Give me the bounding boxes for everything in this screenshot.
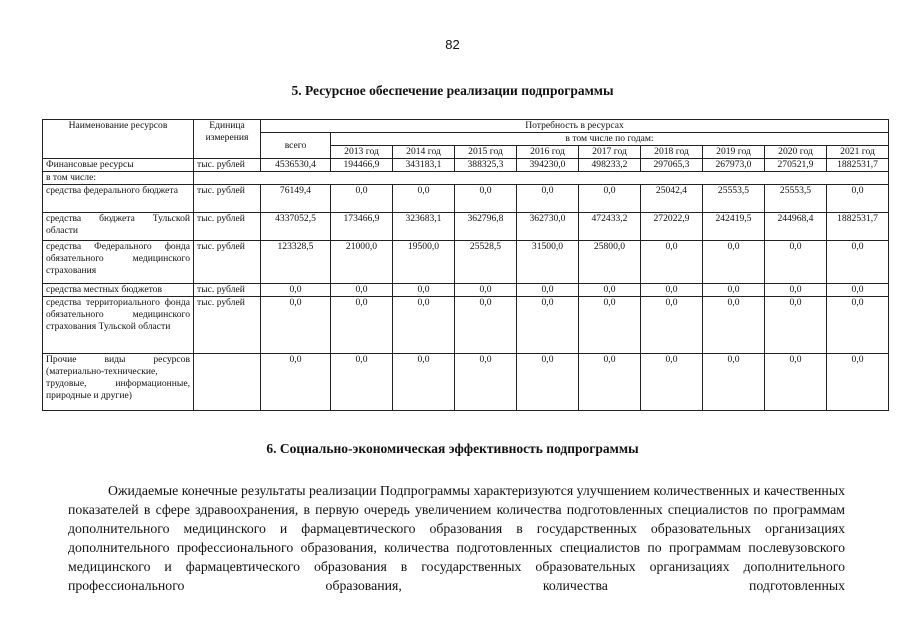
row-name: средства федерального бюджета — [43, 185, 194, 213]
body-paragraph: Ожидаемые конечные результаты реализации Подпрограммы характеризуются улучшением количественных и качественных показателей в сфере здравоохранения, в первую очередь увеличением количества подготовленных специалистов по программам дополнительного медицинского и фармацевтического образования в государственных образовательных организациях дополнительного профессионального образования, количества подготовленных специалистов по программам послевузовского медицинского и фармацевтического образования в государственных образовательных организациях дополнительного профессионального образования, количества подготовленных — [68, 483, 845, 593]
row-year-value: 0,0 — [827, 185, 889, 213]
row-year-value: 394230,0 — [517, 159, 579, 172]
empty-cell — [194, 172, 889, 185]
row-year-value: 267973,0 — [703, 159, 765, 172]
header-year: 2014 год — [393, 146, 455, 159]
header-year: 2021 год — [827, 146, 889, 159]
header-year: 2018 год — [641, 146, 703, 159]
row-year-value: 0,0 — [517, 297, 579, 354]
row-year-value: 25553,5 — [703, 185, 765, 213]
row-unit — [194, 354, 261, 411]
header-year: 2017 год — [579, 146, 641, 159]
row-year-value: 25042,4 — [641, 185, 703, 213]
row-year-value: 0,0 — [579, 297, 641, 354]
header-year: 2019 год — [703, 146, 765, 159]
section-5-title: 5. Ресурсное обеспечение реализации подпрограммы — [291, 83, 614, 98]
row-year-value: 244968,4 — [765, 213, 827, 241]
row-year-value: 0,0 — [765, 354, 827, 411]
row-total: 0,0 — [261, 297, 331, 354]
row-year-value: 0,0 — [765, 297, 827, 354]
row-year-value: 0,0 — [703, 297, 765, 354]
row-name: средства Федерального фонда обязательного медицинского страхования — [43, 241, 194, 284]
row-year-value: 19500,0 — [393, 241, 455, 284]
row-name: средства бюджета Тульской области — [43, 213, 194, 241]
row-year-value: 242419,5 — [703, 213, 765, 241]
row-year-value: 0,0 — [641, 284, 703, 297]
row-year-value: 323683,1 — [393, 213, 455, 241]
row-year-value: 1882531,7 — [827, 213, 889, 241]
row-unit: тыс. рублей — [194, 213, 261, 241]
table-row — [43, 213, 889, 241]
row-year-value: 0,0 — [455, 284, 517, 297]
row-year-value: 297065,3 — [641, 159, 703, 172]
header-name: Наименование ресурсов — [43, 120, 194, 159]
header-by-years: в том числе по годам: — [331, 133, 889, 146]
row-year-value: 0,0 — [331, 354, 393, 411]
row-year-value: 25800,0 — [579, 241, 641, 284]
row-year-value: 362796,8 — [455, 213, 517, 241]
row-unit: тыс. рублей — [194, 241, 261, 284]
row-year-value: 0,0 — [641, 354, 703, 411]
row-year-value: 0,0 — [765, 284, 827, 297]
header-year: 2020 год — [765, 146, 827, 159]
row-year-value: 0,0 — [579, 354, 641, 411]
row-year-value: 1882531,7 — [827, 159, 889, 172]
row-unit: тыс. рублей — [194, 297, 261, 354]
row-year-value: 0,0 — [703, 354, 765, 411]
row-total: 4536530,4 — [261, 159, 331, 172]
row-year-value: 173466,9 — [331, 213, 393, 241]
row-year-value: 272022,9 — [641, 213, 703, 241]
row-year-value: 0,0 — [331, 185, 393, 213]
table-row — [43, 172, 889, 185]
header-year: 2016 год — [517, 146, 579, 159]
row-year-value: 0,0 — [641, 241, 703, 284]
row-year-value: 0,0 — [517, 354, 579, 411]
table-row — [43, 241, 889, 284]
page-number: 82 — [445, 37, 460, 52]
row-name: в том числе: — [43, 172, 194, 185]
table-row — [43, 284, 889, 297]
row-year-value: 270521,9 — [765, 159, 827, 172]
row-year-value: 0,0 — [517, 185, 579, 213]
row-year-value: 0,0 — [455, 354, 517, 411]
row-total: 123328,5 — [261, 241, 331, 284]
row-year-value: 388325,3 — [455, 159, 517, 172]
header-unit: Единица измерения — [194, 120, 261, 159]
row-year-value: 194466,9 — [331, 159, 393, 172]
row-total: 4337052,5 — [261, 213, 331, 241]
row-name: средства местных бюджетов — [43, 284, 194, 297]
row-name: Прочие виды ресурсов (материально-технические, трудовые, информационные, природные и другие) — [43, 354, 194, 411]
row-year-value: 25528,5 — [455, 241, 517, 284]
row-total: 0,0 — [261, 354, 331, 411]
row-year-value: 0,0 — [765, 241, 827, 284]
header-year: 2013 год — [331, 146, 393, 159]
row-year-value: 0,0 — [331, 284, 393, 297]
row-year-value: 0,0 — [579, 185, 641, 213]
table-row — [43, 354, 889, 411]
header-year: 2015 год — [455, 146, 517, 159]
row-year-value: 0,0 — [393, 354, 455, 411]
row-year-value: 0,0 — [827, 354, 889, 411]
row-year-value: 472433,2 — [579, 213, 641, 241]
row-year-value: 0,0 — [641, 297, 703, 354]
header-need: Потребность в ресурсах — [261, 120, 889, 133]
row-unit: тыс. рублей — [194, 159, 261, 172]
row-year-value: 0,0 — [331, 297, 393, 354]
row-year-value: 0,0 — [455, 297, 517, 354]
row-year-value: 498233,2 — [579, 159, 641, 172]
row-year-value: 0,0 — [455, 185, 517, 213]
row-year-value: 0,0 — [393, 185, 455, 213]
row-year-value: 0,0 — [703, 284, 765, 297]
table-row — [43, 297, 889, 354]
row-year-value: 0,0 — [579, 284, 641, 297]
row-year-value: 0,0 — [827, 284, 889, 297]
row-year-value: 0,0 — [827, 297, 889, 354]
section-6-title: 6. Социально-экономическая эффективность подпрограммы — [266, 441, 639, 456]
row-name: Финансовые ресурсы — [43, 159, 194, 172]
row-year-value: 0,0 — [517, 284, 579, 297]
table-row — [43, 185, 889, 213]
row-year-value: 0,0 — [393, 297, 455, 354]
row-unit: тыс. рублей — [194, 284, 261, 297]
row-name: средства территориального фонда обязательного медицинского страхования Тульской области — [43, 297, 194, 354]
row-total: 76149,4 — [261, 185, 331, 213]
row-year-value: 0,0 — [393, 284, 455, 297]
resource-table — [42, 119, 889, 411]
row-year-value: 0,0 — [703, 241, 765, 284]
row-year-value: 343183,1 — [393, 159, 455, 172]
row-year-value: 0,0 — [827, 241, 889, 284]
row-year-value: 31500,0 — [517, 241, 579, 284]
row-total: 0,0 — [261, 284, 331, 297]
row-year-value: 21000,0 — [331, 241, 393, 284]
table-row — [43, 159, 889, 172]
row-year-value: 362730,0 — [517, 213, 579, 241]
row-year-value: 25553,5 — [765, 185, 827, 213]
header-total: всего — [261, 133, 331, 159]
row-unit: тыс. рублей — [194, 185, 261, 213]
